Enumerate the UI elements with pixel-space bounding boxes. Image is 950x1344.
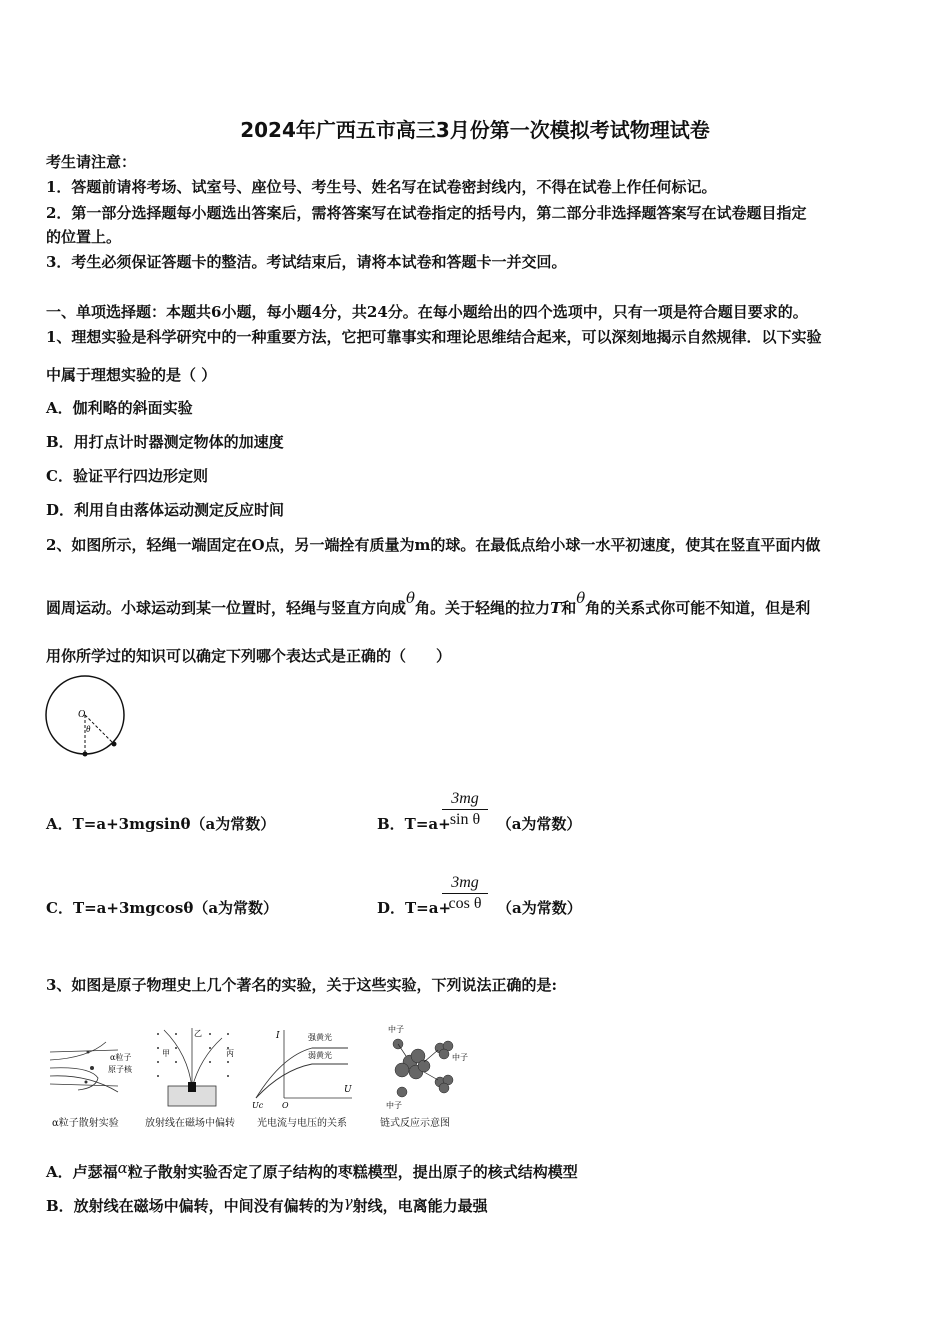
label-jia: 甲	[162, 1049, 170, 1058]
label-yi: 乙	[194, 1029, 202, 1038]
bottom-point	[83, 752, 88, 757]
q2-line2-part-d: 角的关系式你可能不知道，但是利	[585, 599, 811, 617]
fraction-b	[442, 790, 488, 829]
label-neutron-3: 中子	[386, 1101, 402, 1110]
notice-item-1: 1．答题前请将考场、试室号、座位号、考生号、姓名写在试卷密封线内，不得在试卷上作任何标记。	[46, 178, 717, 196]
q1-option-c: C．验证平行四边形定则	[46, 467, 208, 485]
fraction-d-denominator: cos θ	[448, 895, 482, 912]
q3-option-a-suffix: 粒子散射实验否定了原子结构的枣糕模型，提出原子的核式结构模型	[127, 1163, 578, 1181]
q3-option-b	[46, 1193, 488, 1216]
q2-option-c: C．T=a+3mgcosθ（a为常数）	[46, 899, 279, 917]
q3-option-a-prefix: A．卢瑟福	[46, 1163, 118, 1181]
label-weak-light: 弱黄光	[308, 1051, 332, 1060]
q2-option-d-suffix: （a为常数）	[497, 899, 582, 917]
q3-option-b-suffix: 射线，电离能力最强	[352, 1197, 488, 1215]
notice-item-2: 2．第一部分选择题每小题选出答案后，需将答案写在试卷指定的括号内，第二部分非选择题答案写在试卷题目指定	[46, 204, 807, 222]
page-title: 2024年广西五市高三3月份第一次模拟考试物理试卷	[240, 118, 710, 142]
q2-option-b-prefix: B．T=a+	[377, 815, 451, 833]
q2-line2-part-a: 圆周运动。小球运动到某一位置时，轻绳与竖直方向成	[46, 599, 407, 617]
q2-line2-part-b: 角。关于轻绳的拉力	[415, 599, 551, 617]
fig-label-theta: θ	[86, 724, 91, 734]
fraction-d-numerator: 3mg	[442, 874, 488, 894]
notice-heading: 考生请注意：	[46, 153, 137, 171]
label-neutron-2: 中子	[452, 1053, 468, 1062]
label-u-axis: U	[344, 1085, 352, 1095]
notice-item-2-cont: 的位置上。	[46, 228, 122, 246]
pendulum-figure	[40, 673, 135, 768]
q2-option-d-prefix: D．T=a+	[377, 899, 452, 917]
q1-option-a: A．伽利略的斜面实验	[46, 399, 193, 417]
alpha-scattering-figure	[48, 1030, 140, 1104]
chain-reaction-figure	[372, 1022, 476, 1110]
fraction-b-numerator: 3mg	[442, 790, 488, 810]
fraction-b-denominator: sin θ	[449, 811, 481, 828]
label-uc: Uc	[252, 1101, 264, 1110]
alpha-symbol: α	[117, 1159, 128, 1177]
q1-option-b: B．用打点计时器测定物体的加速度	[46, 433, 284, 451]
label-i-axis: I	[276, 1031, 280, 1041]
label-strong-light: 强黄光	[308, 1033, 332, 1042]
q2-line1: 2、如图所示，轻绳一端固定在O点，另一端拴有质量为m的球。在最低点给小球一水平初速度，使其在竖直平面内做	[46, 536, 821, 554]
ball	[112, 742, 117, 747]
caption-radiation: 放射线在磁场中偏转	[145, 1118, 235, 1129]
label-neutron-1: 中子	[388, 1025, 404, 1034]
caption-alpha-scattering: α粒子散射实验	[52, 1118, 119, 1129]
caption-photocurrent: 光电流与电压的关系	[257, 1118, 347, 1129]
q2-line2	[46, 589, 811, 618]
theta-symbol-2: θ	[576, 589, 586, 607]
label-nucleus: 原子核	[108, 1065, 132, 1074]
q1-line2: 中属于理想实验的是（ ）	[46, 366, 217, 384]
q2-line2-part-c: 和	[561, 599, 577, 617]
radiation-deflection-figure	[150, 1024, 246, 1110]
q3-option-a	[46, 1159, 578, 1182]
q2-option-b-suffix: （a为常数）	[496, 815, 582, 833]
label-bing: 丙	[226, 1049, 234, 1058]
gamma-symbol: γ	[343, 1193, 353, 1211]
label-alpha-particle: α粒子	[110, 1053, 132, 1062]
q2-option-a: A．T=a+3mgsinθ（a为常数）	[46, 815, 276, 833]
q2-line3: 用你所学过的知识可以确定下列哪个表达式是正确的（ ）	[46, 647, 452, 665]
q3-line1: 3、如图是原子物理史上几个著名的实验，关于这些实验，下列说法正确的是:	[46, 976, 557, 994]
section1-heading: 一、单项选择题：本题共6小题，每小题4分，共24分。在每小题给出的四个选项中，只有一项是符合题目要求的。	[46, 303, 808, 321]
fig-label-o: O	[78, 709, 86, 720]
notice-item-3: 3．考生必须保证答题卡的整洁。考试结束后，请将本试卷和答题卡一并交回。	[46, 253, 567, 271]
tension-symbol: T	[550, 599, 562, 617]
photocurrent-figure	[252, 1026, 356, 1110]
fraction-d	[442, 874, 488, 913]
q1-option-d: D．利用自由落体运动测定反应时间	[46, 501, 285, 519]
q1-line1: 1、理想实验是科学研究中的一种重要方法，它把可靠事实和理论思维结合起来，可以深刻地揭示自然规律．以下实验	[46, 328, 822, 346]
theta-symbol: θ	[406, 589, 416, 607]
label-origin: O	[282, 1101, 289, 1110]
q3-option-b-prefix: B．放射线在磁场中偏转，中间没有偏转的为	[46, 1197, 344, 1215]
caption-chain-reaction: 链式反应示意图	[380, 1118, 450, 1129]
